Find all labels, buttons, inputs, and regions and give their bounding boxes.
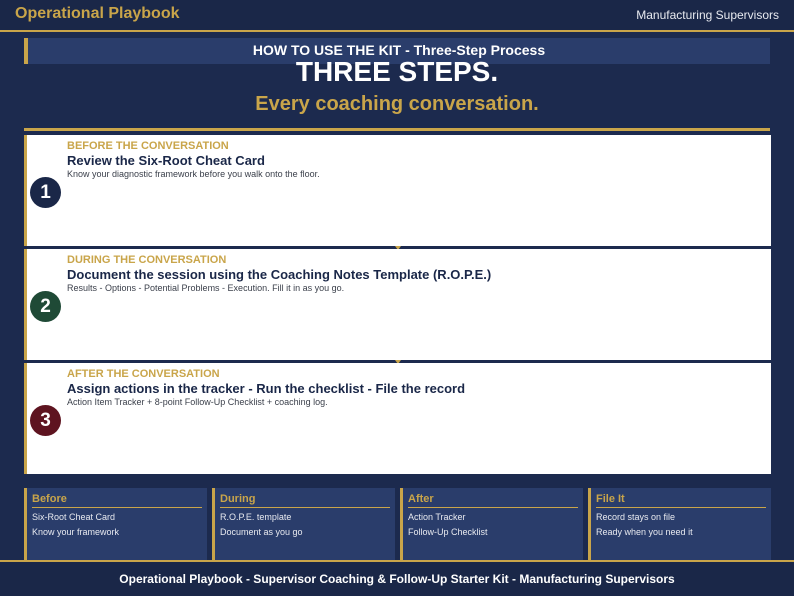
step-phase: BEFORE THE CONVERSATION — [67, 140, 229, 152]
top-bar — [0, 0, 794, 32]
summary-card-line: Document as you go — [220, 527, 303, 537]
summary-card-line: Action Tracker — [408, 512, 466, 522]
summary-card-line: Know your framework — [32, 527, 120, 537]
summary-card-line: Six-Root Cheat Card — [32, 512, 116, 522]
step-number-badge: 3 — [30, 405, 61, 436]
summary-card-before — [24, 488, 207, 560]
step-card-during — [24, 249, 771, 360]
gold-divider — [24, 128, 770, 131]
summary-card-divider — [32, 507, 202, 508]
summary-card-after — [400, 488, 583, 560]
kit-banner-label: HOW TO USE THE KIT - Three-Step Process — [252, 42, 546, 58]
step-title: Document the session using the Coaching Notes Template (R.O.P.E.) — [67, 267, 492, 282]
step-title: Assign actions in the tracker - Run the checklist - File the record — [67, 381, 466, 396]
summary-card-file-it — [588, 488, 771, 560]
summary-card-divider — [408, 507, 578, 508]
summary-card-line: Ready when you need it — [596, 527, 693, 537]
step-card-after — [24, 363, 771, 474]
step-number-badge: 2 — [30, 291, 61, 322]
step-card-before — [24, 135, 771, 246]
summary-card-label: File It — [596, 493, 625, 505]
footer-text: Operational Playbook - Supervisor Coaching & Follow-Up Starter Kit - Manufacturing Supervisors — [119, 572, 675, 586]
step-description: Action Item Tracker + 8-point Follow-Up Checklist + coaching log. — [67, 397, 328, 407]
audience-label: Manufacturing Supervisors — [636, 8, 779, 22]
summary-card-label: Before — [32, 493, 67, 505]
summary-card-divider — [220, 507, 390, 508]
step-number-badge: 1 — [30, 177, 61, 208]
page-subhead: Every coaching conversation. — [255, 93, 539, 115]
step-phase: DURING THE CONVERSATION — [67, 254, 227, 266]
summary-card-during — [212, 488, 395, 560]
app-title: Operational Playbook — [15, 5, 180, 22]
footer-bar — [0, 560, 794, 596]
summary-card-label: During — [220, 493, 256, 505]
summary-card-label: After — [408, 493, 434, 505]
step-description: Know your diagnostic framework before you walk onto the floor. — [67, 169, 320, 179]
summary-card-line: Record stays on file — [596, 512, 676, 522]
step-title: Review the Six-Root Cheat Card — [67, 153, 265, 168]
summary-card-line: R.O.P.E. template — [220, 512, 292, 522]
step-phase: AFTER THE CONVERSATION — [67, 368, 220, 380]
step-description: Results - Options - Potential Problems - Execution. Fill it in as you go. — [67, 283, 345, 293]
summary-card-line: Follow-Up Checklist — [408, 527, 488, 537]
page-headline: THREE STEPS. — [295, 56, 499, 87]
summary-card-divider — [596, 507, 766, 508]
